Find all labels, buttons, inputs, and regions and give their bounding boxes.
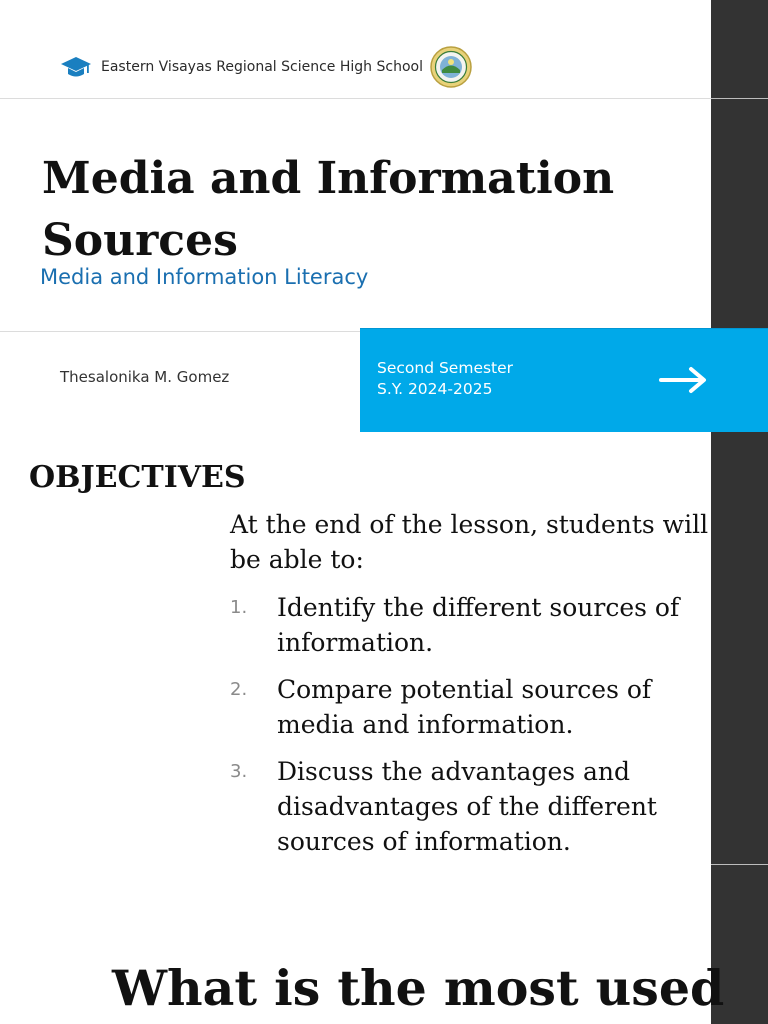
question-heading: What is the most used xyxy=(112,959,725,1017)
panel-divider xyxy=(711,864,768,865)
title-slide xyxy=(0,0,711,432)
arrow-right-icon[interactable] xyxy=(656,363,712,397)
school-name: Eastern Visayas Regional Science High School xyxy=(101,59,423,75)
semester-info xyxy=(377,358,513,400)
item-text: Identify the different sources of information. xyxy=(277,593,680,657)
objectives-list xyxy=(230,590,710,871)
author-name: Thesalonika M. Gomez xyxy=(60,368,230,386)
item-number: 3. xyxy=(230,761,248,782)
semester-label: Second Semester xyxy=(377,359,514,377)
semester-panel xyxy=(360,329,768,432)
presentation-subtitle: Media and Information Literacy xyxy=(40,265,369,289)
objectives-slide xyxy=(0,432,725,1024)
objectives-intro: At the end of the lesson, students will be able to: xyxy=(230,510,709,574)
item-text: Compare potential sources of media and information. xyxy=(277,675,652,739)
item-number: 1. xyxy=(230,597,248,618)
header-divider xyxy=(0,98,711,99)
presentation-title: Media and Information Sources xyxy=(42,153,615,266)
school-header xyxy=(60,42,472,92)
panel-divider xyxy=(711,98,768,99)
objectives-heading: OBJECTIVES xyxy=(29,460,246,495)
list-item xyxy=(230,590,710,660)
right-scrollbar-panel xyxy=(711,0,768,1024)
item-number: 2. xyxy=(230,679,248,700)
graduation-cap-icon xyxy=(60,55,92,79)
list-item xyxy=(230,672,710,742)
school-seal-logo xyxy=(430,46,472,88)
list-item xyxy=(230,754,710,859)
school-year-label: S.Y. 2024-2025 xyxy=(377,380,493,398)
item-text: Discuss the advantages and disadvantages of the different sources of information. xyxy=(277,757,657,856)
